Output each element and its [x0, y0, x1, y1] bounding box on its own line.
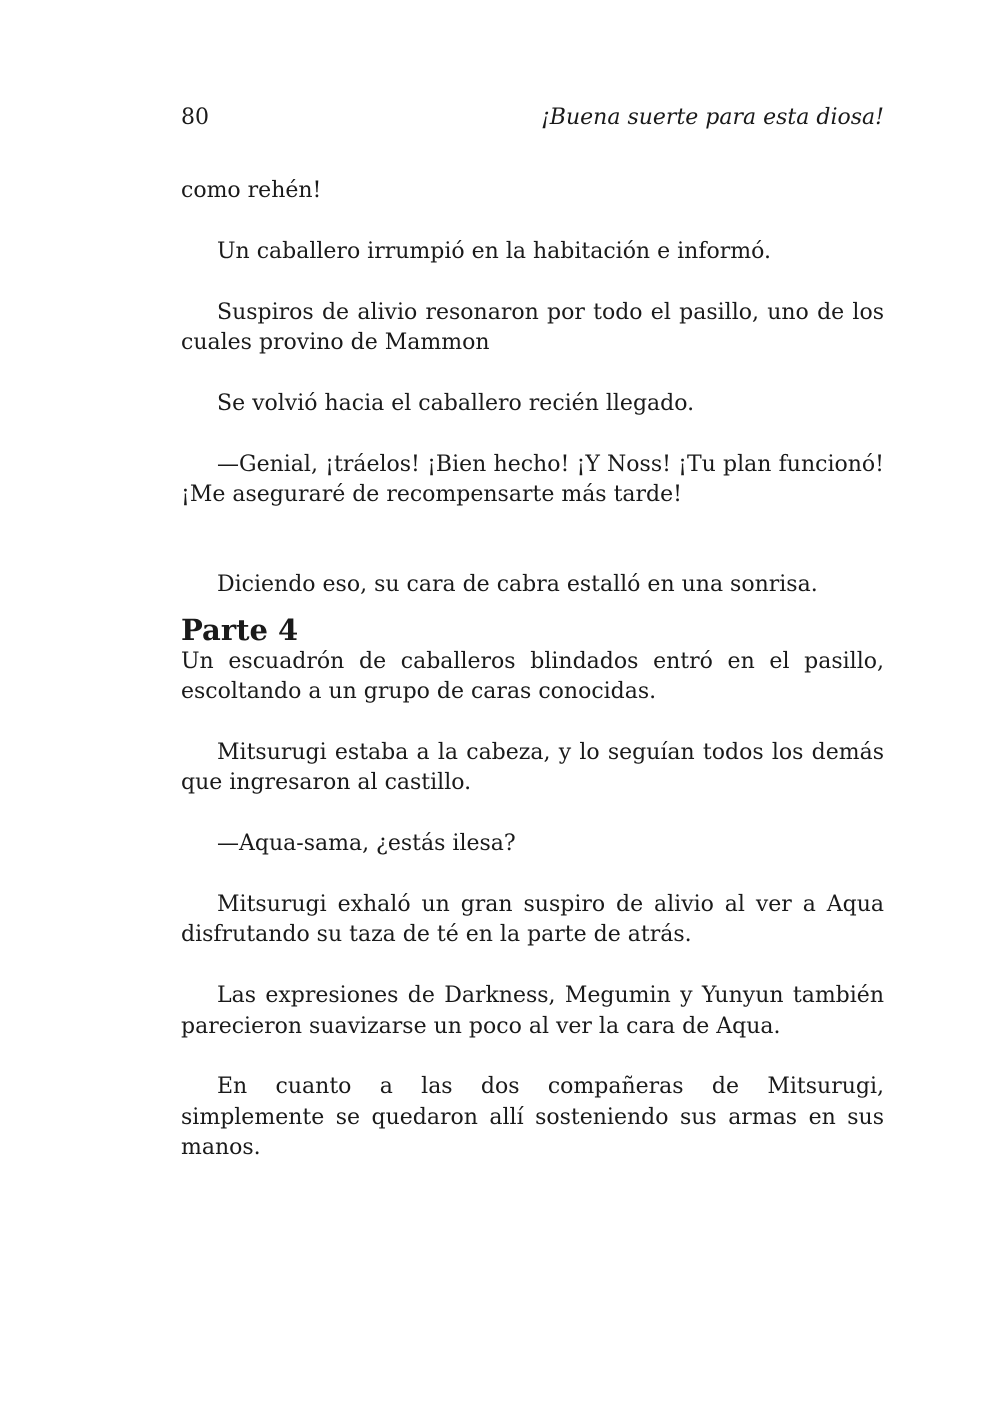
page-header [181, 101, 884, 135]
paragraph: —Genial, ¡tráelos! ¡Bien hecho! ¡Y Noss! ¡Tu plan funcionó! ¡Me aseguraré de recompensarte más tarde! [181, 451, 884, 507]
paragraph: Un caballero irrumpió en la habitación e informó. [217, 238, 771, 264]
paragraph: Mitsurugi estaba a la cabeza, y lo seguían todos los demás que ingresaron al castillo. [181, 740, 884, 796]
paragraph: Un escuadrón de caballeros blindados entró en el pasillo, escoltando a un grupo de caras conocidas. [181, 648, 884, 705]
section-heading: Parte 4 [181, 612, 299, 647]
paragraph: Suspiros de alivio resonaron por todo el pasillo, uno de los cuales provino de Mammon [181, 299, 884, 355]
paragraph: Mitsurugi exhaló un gran suspiro de alivio al ver a Aqua disfrutando su taza de té en la parte de atrás. [181, 892, 884, 948]
paragraph: Las expresiones de Darkness, Megumin y Yunyun también parecieron suavizarse un poco al ver la cara de Aqua. [181, 983, 884, 1039]
paragraph: como rehén! [181, 178, 322, 203]
running-title: ¡Buena suerte para esta diosa! [540, 105, 884, 130]
paragraph: —Aqua-sama, ¿estás ilesa? [217, 831, 516, 857]
paragraph: En cuanto a las dos compañeras de Mitsurugi, simplemente se quedaron allí sosteniendo sus armas en sus manos. [181, 1074, 884, 1161]
paragraph: Se volvió hacia el caballero recién llegado. [217, 390, 695, 416]
page-number: 80 [181, 105, 209, 130]
page-body [181, 176, 884, 1194]
paragraph: Diciendo eso, su cara de cabra estalló en una sonrisa. [217, 572, 818, 598]
